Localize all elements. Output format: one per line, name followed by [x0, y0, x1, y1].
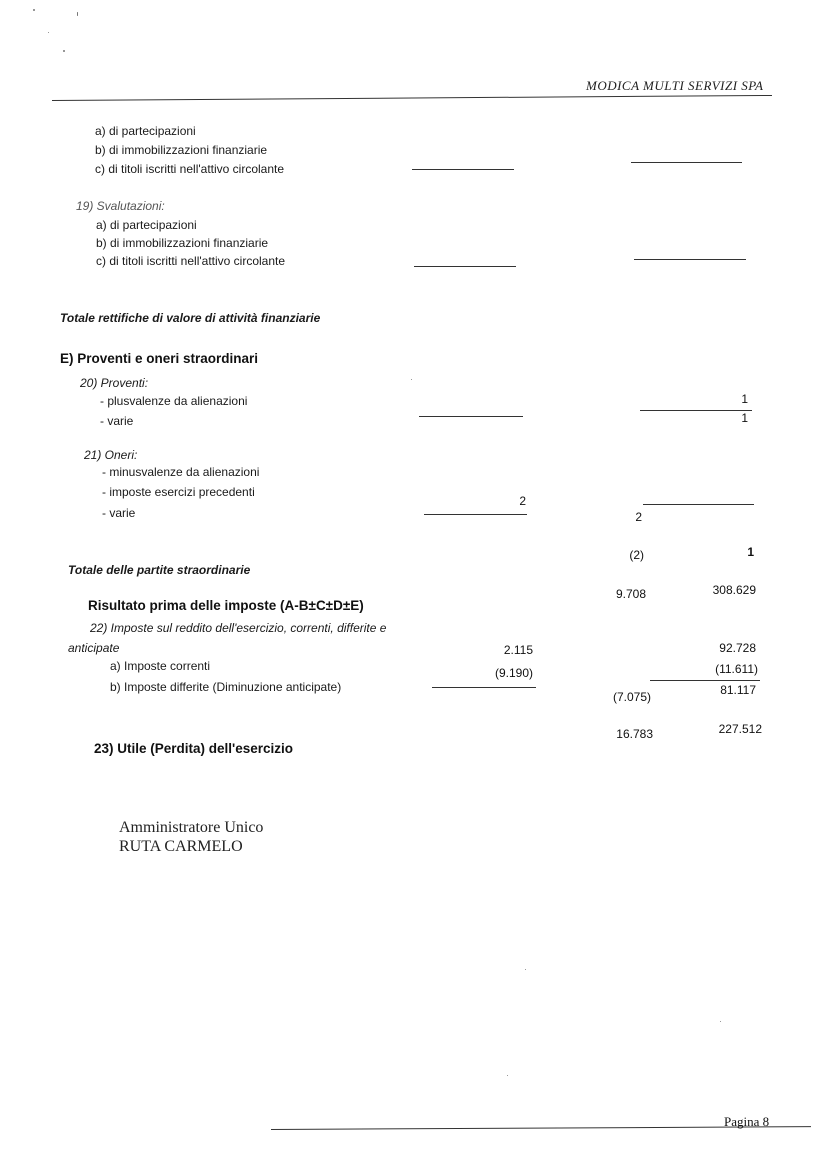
risultato-label: Risultato prima delle imposte (A-B±C±D±E) — [88, 598, 364, 613]
imposte-correnti-label: a) Imposte correnti — [110, 659, 211, 673]
scan-speck — [411, 379, 412, 380]
utile-previous: 227.512 — [718, 722, 762, 736]
sval-item-b: b) di immobilizzazioni finanziarie — [96, 236, 269, 250]
oneri-current-total: 2 — [635, 510, 642, 524]
proventi-prev-value: 1 — [741, 392, 748, 406]
subtotal-rule — [412, 169, 514, 170]
scan-speck — [48, 32, 49, 33]
scan-speck — [525, 969, 526, 970]
imposte-previous-rule — [650, 680, 760, 681]
sval-total-rule — [634, 259, 746, 260]
imposte-differite-previous: (11.611) — [715, 662, 758, 676]
imposte-total-current: (7.075) — [612, 690, 651, 704]
imposte-correnti-previous: 92.728 — [719, 641, 756, 655]
minusvalenze-label: - minusvalenze da alienazioni — [102, 465, 260, 479]
totale-straordinarie-label: Totale delle partite straordinarie — [68, 563, 251, 577]
totale-straordinarie-current: (2) — [629, 548, 644, 562]
imposte-label-line1: 22) Imposte sul reddito dell'esercizio, correnti, differite e — [90, 621, 387, 635]
sval-item-a: a) di partecipazioni — [96, 218, 197, 232]
scan-speck — [63, 50, 65, 52]
section-e-title: E) Proventi e oneri straordinari — [60, 351, 259, 366]
scan-speck — [720, 1021, 721, 1022]
header-rule — [52, 95, 772, 101]
proventi-prev-total: 1 — [741, 411, 748, 425]
item-c-titoli: c) di titoli iscritti nell'attivo circolante — [95, 162, 285, 176]
oneri-total-rule — [643, 504, 754, 505]
imposte-differite-label: b) Imposte differite (Diminuzione anticipate) — [110, 680, 342, 694]
imposte-total-previous: 81.117 — [720, 683, 756, 697]
totale-straordinarie-previous: 1 — [747, 545, 754, 559]
proventi-title: 20) Proventi: — [80, 376, 149, 390]
oneri-subtotal-rule — [424, 514, 527, 515]
company-header: MODICA MULTI SERVIZI SPA — [586, 78, 764, 93]
utile-label: 23) Utile (Perdita) dell'esercizio — [94, 741, 294, 756]
imposte-differite-current: (9.190) — [494, 666, 533, 680]
signature-name: RUTA CARMELO — [119, 838, 243, 855]
risultato-previous: 308.629 — [712, 583, 756, 597]
sval-item-c: c) di titoli iscritti nell'attivo circolante — [96, 254, 286, 268]
proventi-subtotal-rule — [419, 416, 523, 417]
scan-speck — [507, 1075, 508, 1076]
svalutazioni-title: 19) Svalutazioni: — [76, 199, 165, 213]
imposte-correnti-current: 2.115 — [503, 643, 533, 657]
imposte-precedenti-label: - imposte esercizi precedenti — [102, 485, 255, 499]
scan-speck — [33, 9, 35, 11]
page-number: Pagina 8 — [724, 1114, 770, 1129]
imposte-subtotal-rule — [432, 687, 536, 688]
risultato-current: 9.708 — [615, 587, 646, 601]
imposte-precedenti-value: 2 — [519, 494, 526, 508]
plusvalenze-label: - plusvalenze da alienazioni — [100, 394, 248, 408]
utile-current: 16.783 — [616, 727, 653, 741]
scan-speck — [77, 12, 78, 16]
totale-rettifiche-label: Totale rettifiche di valore di attività finanziarie — [60, 311, 321, 325]
item-a-partecipazioni: a) di partecipazioni — [95, 124, 196, 138]
signature-role: Amministratore Unico — [119, 819, 264, 836]
proventi-varie-label: - varie — [100, 414, 134, 428]
total-rule — [631, 162, 742, 163]
item-b-immobilizzazioni: b) di immobilizzazioni finanziarie — [95, 143, 268, 157]
imposte-label-line2: anticipate — [68, 641, 120, 655]
oneri-varie-label: - varie — [102, 506, 136, 520]
sval-subtotal-rule — [414, 266, 516, 267]
oneri-title: 21) Oneri: — [84, 448, 138, 462]
